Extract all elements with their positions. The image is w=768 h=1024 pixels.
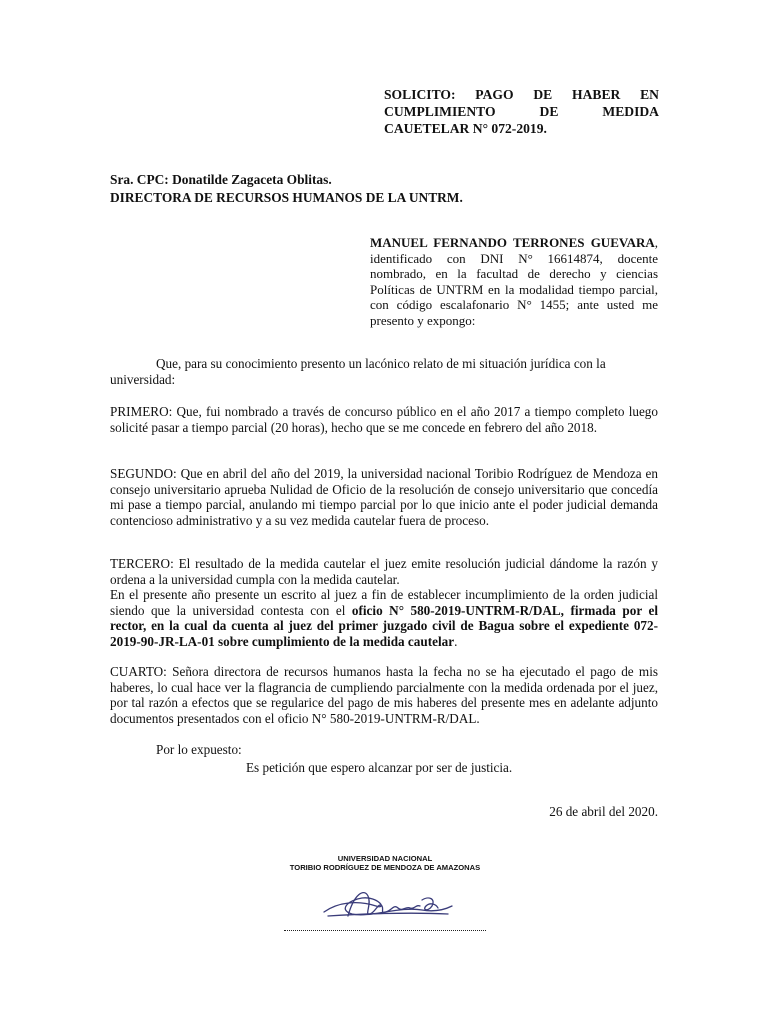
addressee-name: Sra. CPC: Donatilde Zagaceta Oblitas. xyxy=(110,172,332,187)
intro-first-line: Que, para su conocimiento presento un lacónico relato de mi situación jurídica con la xyxy=(156,356,606,371)
paragraph-tercero xyxy=(110,556,658,650)
paragraph-primero: PRIMERO: Que, fui nombrado a través de concurso público en el año 2017 a tiempo completo luego solicité pasar a tiempo parcial (20 horas), hecho que se me concede en febrero del año 2018. xyxy=(110,404,658,435)
document-date: 26 de abril del 2020. xyxy=(549,804,658,819)
addressee-title: DIRECTORA DE RECURSOS HUMANOS DE LA UNTRM. xyxy=(110,190,463,205)
closing-peticion: Es petición que espero alcanzar por ser de justicia. xyxy=(246,760,513,775)
seal-line-2: TORIBIO RODRÍGUEZ DE MENDOZA DE AMAZONAS xyxy=(289,863,481,873)
intro-paragraph xyxy=(110,356,658,387)
university-seal xyxy=(260,854,510,873)
seal-line-1: UNIVERSIDAD NACIONAL xyxy=(337,854,433,863)
paragraph-cuarto: CUARTO: Señora directora de recursos humanos hasta la fecha no se ha ejecutado el pago de mis haberes, lo cual hace ver la flagrancia de cumpliendo parcialmente con la medida ordenada por el juez, por tal razón a efectos que se regularice del pago de mis haberes del presente mes en adelante adjunto documentos presentados con el oficio N° 580-2019-UNTRM-R/DAL. xyxy=(110,664,658,726)
petitioner-details: , identificado con DNI N° 16614874, docente nombrado, en la facultad de derecho y ciencias Políticas de UNTRM en la modalidad tiempo parcial, con código escalafonario N° 1455; ante usted me presento y expongo: xyxy=(370,235,658,328)
addressee-block xyxy=(110,171,463,207)
tercero-text: TERCERO: El resultado de la medida cautelar el juez emite resolución judicial dándome la razón y ordena a la universidad cumpla con la medida cautelar. xyxy=(110,556,658,587)
tercero-cont-bold: oficio N° 580-2019-UNTRM-R/DAL, firmada por el rector, en la cual da cuenta al juez del primer juzgado civil de Bagua sobre el expediente 072-2019-90-JR-LA-01 sobre cumplimiento de la medida cautelar xyxy=(110,602,658,649)
subject-heading: SOLICITO: PAGO DE HABER EN CUMPLIMIENTO DE MEDIDA CAUETELAR N° 072-2019. xyxy=(384,87,659,136)
tercero-cont-plain: En el presente año presente un escrito al juez a fin de establecer incumplimiento de la orden judicial siendo que la universidad contesta con el xyxy=(110,587,658,618)
tercero-continuation xyxy=(110,587,658,649)
handwritten-signature xyxy=(318,876,458,926)
closing-por-lo-expuesto: Por lo expuesto: xyxy=(156,742,242,757)
intro-second-line: universidad: xyxy=(110,371,176,387)
signature-line xyxy=(284,930,486,931)
petitioner-name: MANUEL FERNANDO TERRONES GUEVARA xyxy=(370,235,655,250)
paragraph-segundo: SEGUNDO: Que en abril del año del 2019, la universidad nacional Toribio Rodríguez de Mendoza en consejo universitario aprueba Nulidad de Oficio de la resolución de consejo universitario que concedía mi pase a tiempo parcial, anulando mi tiempo parcial por lo que inicio ante el poder judicial demanda contencioso administrativo y a su vez medida cautelar fuera de proceso. xyxy=(110,466,658,528)
petitioner-block xyxy=(370,235,658,329)
tercero-cont-end: . xyxy=(454,633,458,649)
